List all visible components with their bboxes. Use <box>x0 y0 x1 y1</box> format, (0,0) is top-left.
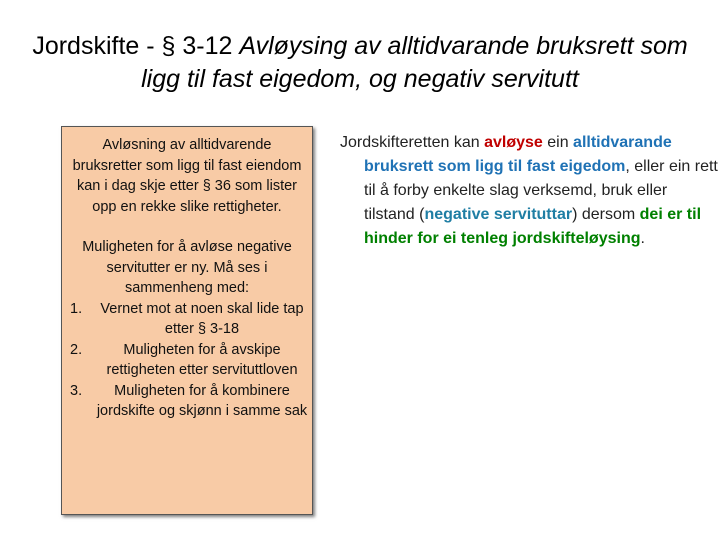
text-segment: . <box>640 230 645 247</box>
info-box <box>61 126 313 515</box>
list-text: Muligheten for å avskipe rettigheten etter servituttloven <box>106 341 298 378</box>
box-paragraph-1: Avløsning av alltidvarende bruksretter som ligg til fast eiendom kan i dag skje etter § 36 som lister opp en rekke slike rettigheter. <box>72 137 302 215</box>
box-spacer <box>66 217 308 237</box>
main-text <box>340 131 719 251</box>
box-list <box>66 299 308 422</box>
title-italic: Avløysing av alltidvarande bruksrett som ligg til fast eigedom, og negativ servitutt <box>141 32 688 93</box>
text-segment: ein <box>542 134 574 151</box>
text-segment: ) dersom <box>572 206 640 223</box>
page-title <box>20 30 700 96</box>
box-paragraph-2: Muligheten for å avløse negative servitutter er ny. Må ses i sammenheng med: <box>82 239 292 296</box>
text-segment: , eller ein rett til å forby enkelte slag verksemd, bruk eller tilstand ( <box>364 158 718 223</box>
list-item <box>66 299 308 340</box>
list-number: 3. <box>70 382 83 399</box>
text-segment: Jordskifteretten kan <box>340 134 485 151</box>
list-number: 2. <box>70 341 83 358</box>
list-text: Muligheten for å kombinere jordskifte og skjønn i samme sak <box>96 382 308 419</box>
highlight-negative-servituttar: negative servituttar <box>424 206 573 223</box>
title-main: Jordskifte - § 3-12 <box>32 32 240 60</box>
highlight-jordskifteloysing: dei er til hinder for ei tenleg jordskifteløysing <box>364 206 702 247</box>
highlight-bruksrett: alltidvarande bruksrett som ligg til fast eigedom <box>364 134 672 175</box>
list-item <box>66 340 308 381</box>
highlight-avloyse: avløyse <box>484 134 543 151</box>
list-number: 1. <box>70 300 83 317</box>
list-item <box>66 381 308 422</box>
list-text: Vernet mot at noen skal lide tap etter § 3-18 <box>100 300 304 337</box>
